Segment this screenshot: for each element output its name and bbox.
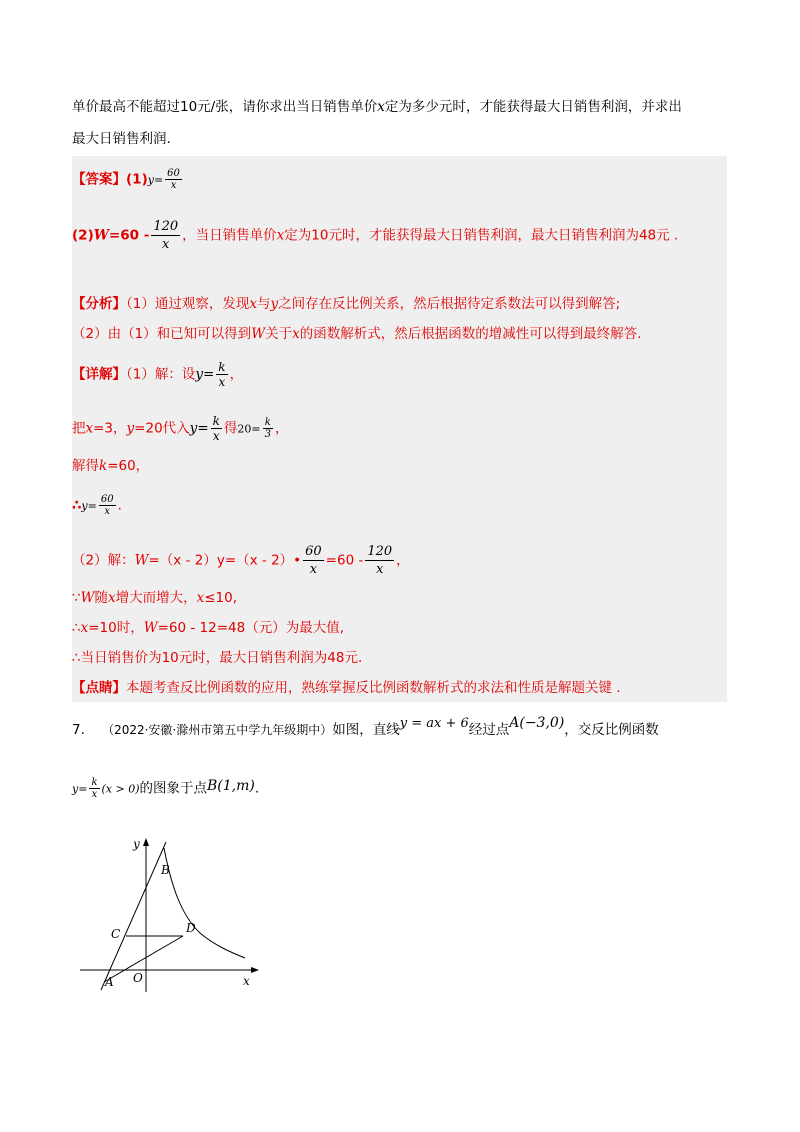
x-axis-arrow — [251, 967, 259, 973]
fraction: $\frac{k}{3}$ — [264, 417, 271, 440]
segment-ad — [104, 936, 183, 982]
detail-line-4: ∴y= $\frac{60}{x}$ . — [72, 494, 122, 517]
problem7-line-2: y= $\frac{k}{x}$ (x > 0)的图象于点B(1,m). — [72, 777, 260, 800]
hyperbola-curve — [164, 848, 245, 958]
label-y: y — [133, 837, 140, 851]
answer-part-number: (1) — [126, 171, 148, 188]
y-axis-arrow — [143, 838, 149, 846]
answer-label: 【答案】 — [72, 171, 126, 188]
line-equation: y = ax + 6 — [399, 716, 469, 731]
answer-line-1 — [72, 168, 184, 191]
intro-text: 定为多少元时，才能获得最大日销售利润，并求出 — [384, 99, 682, 115]
intro-line-2 — [72, 129, 171, 149]
geometry-figure — [75, 830, 275, 1000]
fraction: $\frac{120}{x}$ — [153, 219, 179, 252]
comment-label: 【点睛】 — [72, 680, 126, 696]
intro-text: 元/张，请你求出当日销售单价 — [197, 99, 378, 115]
math-op: =60 - — [108, 227, 150, 244]
math-var: W — [93, 227, 109, 244]
label-o: O — [133, 971, 143, 985]
point-a: A(−3,0) — [509, 715, 565, 731]
detail-label: 【详解】 — [72, 366, 126, 383]
fraction: $\frac{120}{x}$ — [367, 544, 393, 577]
detail-line-1: 【详解】（1）解：设y= $\frac{k}{x}$ ， — [72, 360, 244, 389]
line-ab — [101, 842, 166, 990]
detail-line-6: ∵W随x增大而增大，x≤10, — [72, 590, 238, 606]
detail-line-5: （2）解：W=（x - 2）y=（x - 2）• $\frac{60}{x}$ =60 - $\frac{120}{x}$ ， — [72, 544, 410, 577]
problem-source: （2022·安徽·滁州市第五中学九年级期中） — [102, 723, 333, 737]
problem-number: 7. — [72, 722, 85, 738]
fraction: $\frac{k}{x}$ — [91, 777, 98, 800]
answer-part-number: (2) — [72, 227, 94, 244]
detail-line-3: 解得k=60， — [72, 458, 150, 474]
analysis-line-1: 【分析】（1）通过观察，发现x与y之间存在反比例关系，然后根据待定系数法可以得到解答; — [72, 296, 621, 312]
intro-text: 最大日销售利润. — [72, 131, 171, 147]
intro-value: 10 — [180, 99, 198, 115]
fraction: $\frac{k}{x}$ — [212, 414, 220, 443]
detail-line-8: ∴当日销售价为10元时，最大日销售利润为48元. — [72, 650, 363, 666]
fraction: $\frac{60}{x}$ — [305, 544, 322, 577]
label-b: B — [161, 863, 170, 877]
math-op: = — [153, 173, 164, 187]
fraction: $\frac{60}{x}$ — [167, 168, 180, 191]
analysis-label: 【分析】 — [72, 296, 126, 312]
answer-line-2: (2)W=60 - $\frac{120}{x}$ ，当日销售单价x定为10元时，才能获得最大日销售利润，最大日销售利润为48元 . — [72, 219, 679, 252]
problem7-line-1: 7. （2022·安徽·滁州市第五中学九年级期中）如图，直线y = ax + 6经过点A(−3,0)，交反比例函数 — [72, 715, 659, 738]
intro-text: 单价最高不能超过 — [72, 99, 180, 115]
label-c: C — [111, 927, 121, 941]
detail-line-2: 把x=3，y=20代入y= $\frac{k}{x}$ 得20= $\frac{k}{3}$ ， — [72, 414, 289, 443]
fraction: $\frac{60}{x}$ — [100, 494, 114, 517]
comment-line: 【点睛】本题考查反比例函数的应用，熟练掌握反比例函数解析式的求法和性质是解题关键 . — [72, 680, 621, 696]
point-b: B(1,m) — [207, 777, 255, 794]
fraction: $\frac{k}{x}$ — [218, 360, 226, 389]
intro-var: x — [377, 99, 385, 115]
intro-line-1 — [72, 97, 682, 117]
analysis-line-2: （2）由（1）和已知可以得到W关于x的函数解析式，然后根据函数的增减性可以得到最终解答. — [72, 326, 642, 342]
label-d: D — [186, 921, 196, 935]
math-var: y — [147, 173, 154, 187]
label-a: A — [105, 975, 114, 989]
detail-line-7: ∴x=10时，W=60 - 12=48（元）为最大值, — [72, 620, 345, 636]
label-x: x — [243, 974, 250, 988]
